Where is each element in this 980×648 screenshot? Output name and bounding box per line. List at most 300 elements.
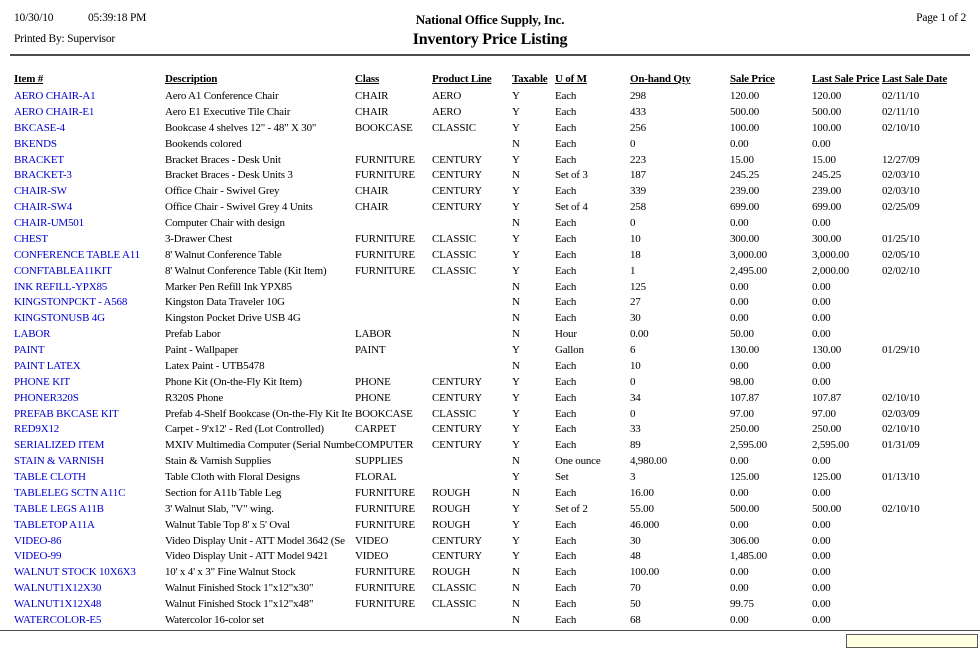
description-cell: Computer Chair with design bbox=[165, 217, 285, 229]
taxable-cell: Y bbox=[512, 105, 520, 118]
description-cell: 3' Walnut Slab, "V" wing. bbox=[165, 502, 274, 515]
item-number-link[interactable]: INK REFILL-YPX85 bbox=[14, 280, 108, 293]
uofm-cell: Each bbox=[555, 598, 577, 610]
class-cell: FURNITURE bbox=[355, 566, 415, 579]
item-number-link[interactable]: BKCASE-4 bbox=[14, 121, 65, 134]
uofm-cell: Each bbox=[555, 423, 577, 436]
sale-price-cell: 2,595.00 bbox=[730, 439, 767, 452]
onhand-qty-cell: 30 bbox=[630, 312, 641, 325]
class-cell: CHAIR bbox=[355, 90, 389, 102]
onhand-qty-cell: 223 bbox=[630, 153, 646, 166]
onhand-qty-cell: 6 bbox=[630, 344, 636, 356]
item-number-link[interactable]: TABLELEG SCTN A11C bbox=[14, 486, 126, 499]
last-sale-price-cell: 130.00 bbox=[812, 344, 842, 356]
table-row bbox=[14, 597, 966, 613]
sale-price-cell: 100.00 bbox=[730, 121, 760, 134]
item-number-link[interactable]: WALNUT STOCK 10X6X3 bbox=[14, 566, 136, 579]
sale-price-cell: 50.00 bbox=[730, 328, 754, 341]
product-line-cell bbox=[432, 613, 512, 629]
item-number-link[interactable]: TABLE CLOTH bbox=[14, 471, 86, 483]
sale-price-cell: 239.00 bbox=[730, 185, 760, 198]
table-body bbox=[14, 89, 966, 629]
class-cell: CHAIR bbox=[355, 105, 389, 118]
product-line-cell: CLASSIC bbox=[432, 582, 476, 595]
last-sale-date-cell bbox=[882, 327, 966, 343]
table-row bbox=[14, 184, 966, 200]
sale-price-cell: 130.00 bbox=[730, 344, 760, 356]
description-cell: Bookcase 4 shelves 12" - 48" X 30" bbox=[165, 121, 317, 134]
table-row bbox=[14, 534, 966, 550]
product-line-cell: CLASSIC bbox=[432, 121, 476, 134]
sale-price-cell: 15.00 bbox=[730, 153, 754, 166]
table-row bbox=[14, 280, 966, 296]
item-number-link[interactable]: TABLETOP A11A bbox=[14, 518, 95, 531]
uofm-cell: Each bbox=[555, 153, 577, 166]
table-row bbox=[14, 375, 966, 391]
taxable-cell: Y bbox=[512, 502, 520, 515]
last-sale-date-cell: 02/10/10 bbox=[882, 121, 920, 134]
sale-price-cell: 0.00 bbox=[730, 312, 749, 325]
item-number-link[interactable]: BRACKET bbox=[14, 153, 64, 166]
description-cell: Prefab Labor bbox=[165, 328, 221, 341]
uofm-cell: Each bbox=[555, 375, 577, 388]
table-row bbox=[14, 168, 966, 184]
uofm-cell: Set of 4 bbox=[555, 201, 588, 214]
sale-price-cell: 306.00 bbox=[730, 534, 760, 547]
onhand-qty-cell: 10 bbox=[630, 359, 641, 372]
item-number-link[interactable]: PAINT bbox=[14, 344, 45, 356]
product-line-cell: AERO bbox=[432, 105, 462, 118]
last-sale-price-cell: 0.00 bbox=[812, 137, 831, 150]
item-number-link[interactable]: CHEST bbox=[14, 232, 48, 245]
report-date: 10/30/10 bbox=[14, 12, 54, 24]
product-line-cell: CLASSIC bbox=[432, 248, 476, 261]
table-row bbox=[14, 502, 966, 518]
product-line-cell bbox=[432, 216, 512, 232]
uofm-cell: Each bbox=[555, 486, 577, 499]
col-header-class: Class bbox=[355, 73, 380, 85]
table-row bbox=[14, 391, 966, 407]
product-line-cell: CENTURY bbox=[432, 185, 482, 198]
sale-price-cell: 0.00 bbox=[730, 582, 749, 595]
last-sale-date-cell: 02/11/10 bbox=[882, 105, 920, 118]
item-number-link[interactable]: KINGSTONUSB 4G bbox=[14, 312, 105, 325]
table-row bbox=[14, 438, 966, 454]
product-line-cell: CLASSIC bbox=[432, 407, 476, 420]
table-row bbox=[14, 105, 966, 121]
item-number-link[interactable]: PHONER320S bbox=[14, 391, 79, 404]
last-sale-date-cell: 02/10/10 bbox=[882, 423, 920, 436]
product-line-cell: CLASSIC bbox=[432, 232, 476, 245]
last-sale-price-cell: 15.00 bbox=[812, 153, 836, 166]
product-line-cell bbox=[432, 454, 512, 470]
table-row bbox=[14, 486, 966, 502]
last-sale-date-cell bbox=[882, 137, 966, 153]
last-sale-date-cell: 02/05/10 bbox=[882, 248, 920, 261]
description-cell: Aero E1 Executive Tile Chair bbox=[165, 105, 291, 118]
sale-price-cell: 250.00 bbox=[730, 423, 760, 436]
description-cell: Latex Paint - UTB5478 bbox=[165, 359, 265, 372]
item-number-link[interactable]: CHAIR-SW bbox=[14, 185, 67, 198]
onhand-qty-cell: 0 bbox=[630, 407, 636, 420]
description-cell: Section for A11b Table Leg bbox=[165, 486, 282, 499]
table-header-row bbox=[14, 60, 966, 89]
onhand-qty-cell: 0.00 bbox=[630, 328, 649, 341]
last-sale-date-cell bbox=[882, 597, 966, 613]
last-sale-date-cell: 02/02/10 bbox=[882, 264, 920, 277]
last-sale-price-cell: 0.00 bbox=[812, 550, 831, 563]
item-number-link[interactable]: LABOR bbox=[14, 328, 51, 341]
onhand-qty-cell: 0 bbox=[630, 137, 636, 150]
class-cell: SUPPLIES bbox=[355, 455, 403, 468]
sale-price-cell: 0.00 bbox=[730, 137, 749, 150]
uofm-cell: Set of 2 bbox=[555, 502, 588, 515]
sale-price-cell: 0.00 bbox=[730, 486, 749, 499]
uofm-cell: Each bbox=[555, 359, 577, 372]
taxable-cell: Y bbox=[512, 264, 520, 277]
description-cell: Walnut Finished Stock 1"x12"x30" bbox=[165, 582, 314, 595]
taxable-cell: N bbox=[512, 169, 520, 182]
item-number-link[interactable]: BRACKET-3 bbox=[14, 169, 72, 182]
description-cell: Walnut Finished Stock 1"x12"x48" bbox=[165, 598, 314, 610]
item-number-link[interactable]: PREFAB BKCASE KIT bbox=[14, 407, 119, 420]
last-sale-date-cell bbox=[882, 311, 966, 327]
table-row bbox=[14, 422, 966, 438]
class-cell: FURNITURE bbox=[355, 582, 415, 595]
product-line-cell bbox=[432, 359, 512, 375]
product-line-cell bbox=[432, 311, 512, 327]
description-cell: Walnut Table Top 8' x 5' Oval bbox=[165, 518, 290, 531]
item-number-link[interactable]: CHAIR-SW4 bbox=[14, 201, 73, 214]
last-sale-price-cell: 2,000.00 bbox=[812, 264, 849, 277]
class-cell bbox=[355, 216, 432, 232]
table-row bbox=[14, 407, 966, 423]
product-line-cell: ROUGH bbox=[432, 502, 471, 515]
taxable-cell: Y bbox=[512, 153, 520, 166]
item-number-link[interactable]: WALNUT1X12X30 bbox=[14, 582, 102, 595]
uofm-cell: Each bbox=[555, 105, 577, 118]
sale-price-cell: 125.00 bbox=[730, 471, 760, 483]
description-cell: Office Chair - Swivel Grey 4 Units bbox=[165, 201, 313, 214]
item-number-link[interactable]: STAIN & VARNISH bbox=[14, 455, 104, 468]
taxable-cell: Y bbox=[512, 121, 520, 134]
product-line-cell: CENTURY bbox=[432, 391, 482, 404]
onhand-qty-cell: 4,980.00 bbox=[630, 455, 667, 468]
taxable-cell: Y bbox=[512, 391, 520, 404]
uofm-cell: Each bbox=[555, 280, 577, 293]
class-cell: FLORAL bbox=[355, 471, 397, 483]
table-row bbox=[14, 359, 966, 375]
class-cell: VIDEO bbox=[355, 550, 389, 563]
taxable-cell: N bbox=[512, 566, 520, 579]
last-sale-price-cell: 2,595.00 bbox=[812, 439, 849, 452]
class-cell: FURNITURE bbox=[355, 153, 415, 166]
description-cell: 8' Walnut Conference Table (Kit Item) bbox=[165, 264, 327, 277]
description-cell: Prefab 4-Shelf Bookcase (On-the-Fly Kit Ite bbox=[165, 407, 353, 420]
item-number-link[interactable]: VIDEO-86 bbox=[14, 534, 62, 547]
onhand-qty-cell: 187 bbox=[630, 169, 646, 182]
class-cell bbox=[355, 311, 432, 327]
last-sale-price-cell: 125.00 bbox=[812, 471, 842, 483]
product-line-cell bbox=[432, 137, 512, 153]
table-row bbox=[14, 89, 966, 105]
last-sale-date-cell bbox=[882, 565, 966, 581]
item-number-link[interactable]: PAINT LATEX bbox=[14, 359, 81, 372]
sale-price-cell: 120.00 bbox=[730, 90, 760, 102]
last-sale-date-cell bbox=[882, 280, 966, 296]
table-row bbox=[14, 264, 966, 280]
taxable-cell: Y bbox=[512, 375, 520, 388]
onhand-qty-cell: 46.000 bbox=[630, 518, 660, 531]
product-line-cell bbox=[432, 470, 512, 486]
item-number-link[interactable]: BKENDS bbox=[14, 137, 57, 150]
item-number-link[interactable]: KINGSTONPCKT - A568 bbox=[14, 296, 128, 309]
description-cell: Stain & Varnish Supplies bbox=[165, 455, 271, 468]
table-row bbox=[14, 153, 966, 169]
last-sale-price-cell: 120.00 bbox=[812, 90, 842, 102]
product-line-cell bbox=[432, 343, 512, 359]
description-cell: Phone Kit (On-the-Fly Kit Item) bbox=[165, 375, 302, 388]
item-number-link[interactable]: AERO CHAIR-E1 bbox=[14, 105, 95, 118]
sale-price-cell: 99.75 bbox=[730, 598, 754, 610]
onhand-qty-cell: 1 bbox=[630, 264, 636, 277]
sale-price-cell: 107.87 bbox=[730, 391, 760, 404]
item-number-link[interactable]: PHONE KIT bbox=[14, 375, 70, 388]
last-sale-price-cell: 300.00 bbox=[812, 232, 842, 245]
footer-divider bbox=[0, 630, 980, 631]
last-sale-price-cell: 0.00 bbox=[812, 375, 831, 388]
last-sale-date-cell bbox=[882, 359, 966, 375]
uofm-cell: Each bbox=[555, 312, 577, 325]
product-line-cell: ROUGH bbox=[432, 518, 471, 531]
last-sale-price-cell: 239.00 bbox=[812, 185, 842, 198]
taxable-cell: N bbox=[512, 312, 520, 325]
last-sale-price-cell: 100.00 bbox=[812, 121, 842, 134]
item-number-link[interactable]: WATERCOLOR-E5 bbox=[14, 613, 102, 626]
description-cell: Kingston Pocket Drive USB 4G bbox=[165, 312, 301, 325]
product-line-cell: CENTURY bbox=[432, 201, 482, 214]
last-sale-date-cell bbox=[882, 581, 966, 597]
sale-price-cell: 0.00 bbox=[730, 359, 749, 372]
onhand-qty-cell: 18 bbox=[630, 248, 641, 261]
class-cell: CHAIR bbox=[355, 185, 389, 198]
class-cell: FURNITURE bbox=[355, 502, 415, 515]
description-cell: Video Display Unit - ATT Model 3642 (Se bbox=[165, 534, 345, 547]
table-row bbox=[14, 121, 966, 137]
description-cell: Video Display Unit - ATT Model 9421 bbox=[165, 550, 329, 563]
table-row bbox=[14, 581, 966, 597]
col-header-description: Description bbox=[165, 73, 218, 85]
item-number-link[interactable]: WALNUT1X12X48 bbox=[14, 598, 102, 610]
description-cell: Bracket Braces - Desk Unit bbox=[165, 153, 281, 166]
description-cell: Bracket Braces - Desk Units 3 bbox=[165, 169, 293, 182]
taxable-cell: N bbox=[512, 137, 520, 150]
onhand-qty-cell: 0 bbox=[630, 375, 636, 388]
page-indicator: Page 1 of 2 bbox=[916, 12, 966, 24]
product-line-cell bbox=[432, 327, 512, 343]
description-cell: Marker Pen Refill Ink YPX85 bbox=[165, 280, 292, 293]
sale-price-cell: 300.00 bbox=[730, 232, 760, 245]
last-sale-date-cell: 02/25/09 bbox=[882, 201, 920, 214]
table-row bbox=[14, 565, 966, 581]
product-line-cell bbox=[432, 295, 512, 311]
uofm-cell: Each bbox=[555, 264, 577, 277]
sale-price-cell: 0.00 bbox=[730, 566, 749, 579]
col-header-taxable: Taxable bbox=[512, 73, 548, 85]
last-sale-price-cell: 699.00 bbox=[812, 201, 842, 214]
uofm-cell: Each bbox=[555, 582, 577, 595]
last-sale-date-cell bbox=[882, 518, 966, 534]
taxable-cell: Y bbox=[512, 90, 520, 102]
report-time: 05:39:18 PM bbox=[88, 12, 147, 24]
class-cell: BOOKCASE bbox=[355, 121, 413, 134]
last-sale-date-cell: 02/03/09 bbox=[882, 407, 920, 420]
table-row bbox=[14, 549, 966, 565]
item-number-link[interactable]: CHAIR-UM501 bbox=[14, 217, 84, 229]
class-cell: VIDEO bbox=[355, 534, 389, 547]
table-row bbox=[14, 311, 966, 327]
last-sale-price-cell: 0.00 bbox=[812, 328, 831, 341]
class-cell bbox=[355, 359, 432, 375]
onhand-qty-cell: 33 bbox=[630, 423, 641, 436]
last-sale-date-cell: 02/10/10 bbox=[882, 391, 920, 404]
last-sale-date-cell bbox=[882, 486, 966, 502]
taxable-cell: Y bbox=[512, 232, 520, 245]
taxable-cell: N bbox=[512, 359, 520, 372]
last-sale-date-cell bbox=[882, 216, 966, 232]
onhand-qty-cell: 70 bbox=[630, 582, 641, 595]
last-sale-price-cell: 0.00 bbox=[812, 598, 831, 610]
uofm-cell: Each bbox=[555, 121, 577, 134]
product-line-cell: ROUGH bbox=[432, 566, 471, 579]
uofm-cell: Set of 3 bbox=[555, 169, 588, 182]
uofm-cell: Each bbox=[555, 407, 577, 420]
onhand-qty-cell: 3 bbox=[630, 471, 636, 483]
description-cell: Watercolor 16-color set bbox=[165, 613, 264, 626]
last-sale-date-cell: 01/13/10 bbox=[882, 471, 920, 483]
uofm-cell: Gallon bbox=[555, 344, 584, 356]
table-row bbox=[14, 200, 966, 216]
taxable-cell: Y bbox=[512, 518, 520, 531]
col-header-last-sale-price: Last Sale Price bbox=[812, 73, 880, 85]
class-cell bbox=[355, 280, 432, 296]
taxable-cell: Y bbox=[512, 407, 520, 420]
taxable-cell: N bbox=[512, 455, 520, 468]
onhand-qty-cell: 258 bbox=[630, 201, 646, 214]
uofm-cell: Each bbox=[555, 518, 577, 531]
uofm-cell: Each bbox=[555, 613, 577, 626]
inventory-table bbox=[14, 60, 966, 629]
table-row bbox=[14, 613, 966, 629]
last-sale-price-cell: 0.00 bbox=[812, 582, 831, 595]
item-number-link[interactable]: VIDEO-99 bbox=[14, 550, 62, 563]
onhand-qty-cell: 34 bbox=[630, 391, 641, 404]
onhand-qty-cell: 89 bbox=[630, 439, 641, 452]
last-sale-date-cell bbox=[882, 549, 966, 565]
last-sale-price-cell: 0.00 bbox=[812, 359, 831, 372]
product-line-cell: CLASSIC bbox=[432, 598, 476, 610]
class-cell: CARPET bbox=[355, 423, 396, 436]
description-cell: 10' x 4' x 3" Fine Walnut Stock bbox=[165, 566, 296, 579]
table-row bbox=[14, 137, 966, 153]
class-cell: FURNITURE bbox=[355, 598, 415, 610]
class-cell: CHAIR bbox=[355, 201, 389, 214]
description-cell: 3-Drawer Chest bbox=[165, 232, 233, 245]
item-number-link[interactable]: SERIALIZED ITEM bbox=[14, 439, 105, 452]
uofm-cell: One ounce bbox=[555, 455, 601, 468]
last-sale-date-cell bbox=[882, 613, 966, 629]
item-number-link[interactable]: CONFTABLEA11KIT bbox=[14, 264, 112, 277]
uofm-cell: Each bbox=[555, 391, 577, 404]
report-title: Inventory Price Listing bbox=[412, 31, 568, 48]
item-number-link[interactable]: TABLE LEGS A11B bbox=[14, 502, 104, 515]
sale-price-cell: 699.00 bbox=[730, 201, 760, 214]
sale-price-cell: 0.00 bbox=[730, 217, 749, 229]
last-sale-date-cell: 01/25/10 bbox=[882, 232, 920, 245]
header-divider bbox=[10, 54, 970, 56]
col-header-uofm: U of M bbox=[555, 73, 587, 85]
taxable-cell: Y bbox=[512, 471, 520, 483]
class-cell: FURNITURE bbox=[355, 264, 415, 277]
sale-price-cell: 97.00 bbox=[730, 407, 754, 420]
sale-price-cell: 500.00 bbox=[730, 502, 760, 515]
table-row bbox=[14, 518, 966, 534]
tooltip-fragment bbox=[846, 634, 978, 648]
class-cell: PAINT bbox=[355, 344, 386, 356]
onhand-qty-cell: 27 bbox=[630, 296, 641, 309]
product-line-cell: CENTURY bbox=[432, 550, 482, 563]
description-cell: Office Chair - Swivel Grey bbox=[165, 185, 280, 198]
uofm-cell: Each bbox=[555, 566, 577, 579]
item-number-link[interactable]: RED9X12 bbox=[14, 423, 60, 436]
item-number-link[interactable]: CONFERENCE TABLE A11 bbox=[14, 248, 140, 261]
class-cell: PHONE bbox=[355, 375, 391, 388]
item-number-link[interactable]: AERO CHAIR-A1 bbox=[14, 90, 96, 102]
last-sale-price-cell: 0.00 bbox=[812, 296, 831, 309]
sale-price-cell: 0.00 bbox=[730, 613, 749, 626]
description-cell: R320S Phone bbox=[165, 391, 224, 404]
product-line-cell: ROUGH bbox=[432, 486, 471, 499]
description-cell: Carpet - 9'x12' - Red (Lot Controlled) bbox=[165, 423, 324, 436]
sale-price-cell: 0.00 bbox=[730, 518, 749, 531]
description-cell: Aero A1 Conference Chair bbox=[165, 90, 279, 102]
uofm-cell: Each bbox=[555, 90, 577, 102]
last-sale-price-cell: 0.00 bbox=[812, 518, 831, 531]
uofm-cell: Each bbox=[555, 232, 577, 245]
product-line-cell: CENTURY bbox=[432, 439, 482, 452]
col-header-onhand-qty: On-hand Qty bbox=[630, 73, 691, 85]
last-sale-price-cell: 0.00 bbox=[812, 455, 831, 468]
onhand-qty-cell: 125 bbox=[630, 280, 646, 293]
last-sale-price-cell: 500.00 bbox=[812, 502, 842, 515]
onhand-qty-cell: 433 bbox=[630, 105, 646, 118]
last-sale-date-cell: 01/29/10 bbox=[882, 344, 920, 356]
product-line-cell: CENTURY bbox=[432, 534, 482, 547]
taxable-cell: N bbox=[512, 280, 520, 293]
taxable-cell: Y bbox=[512, 423, 520, 436]
class-cell: FURNITURE bbox=[355, 518, 415, 531]
last-sale-price-cell: 500.00 bbox=[812, 105, 842, 118]
col-header-item: Item # bbox=[14, 73, 44, 85]
table-row bbox=[14, 295, 966, 311]
last-sale-date-cell bbox=[882, 534, 966, 550]
sale-price-cell: 0.00 bbox=[730, 280, 749, 293]
taxable-cell: Y bbox=[512, 550, 520, 563]
uofm-cell: Each bbox=[555, 550, 577, 563]
product-line-cell: CENTURY bbox=[432, 423, 482, 436]
last-sale-date-cell bbox=[882, 454, 966, 470]
last-sale-date-cell: 12/27/09 bbox=[882, 153, 920, 166]
